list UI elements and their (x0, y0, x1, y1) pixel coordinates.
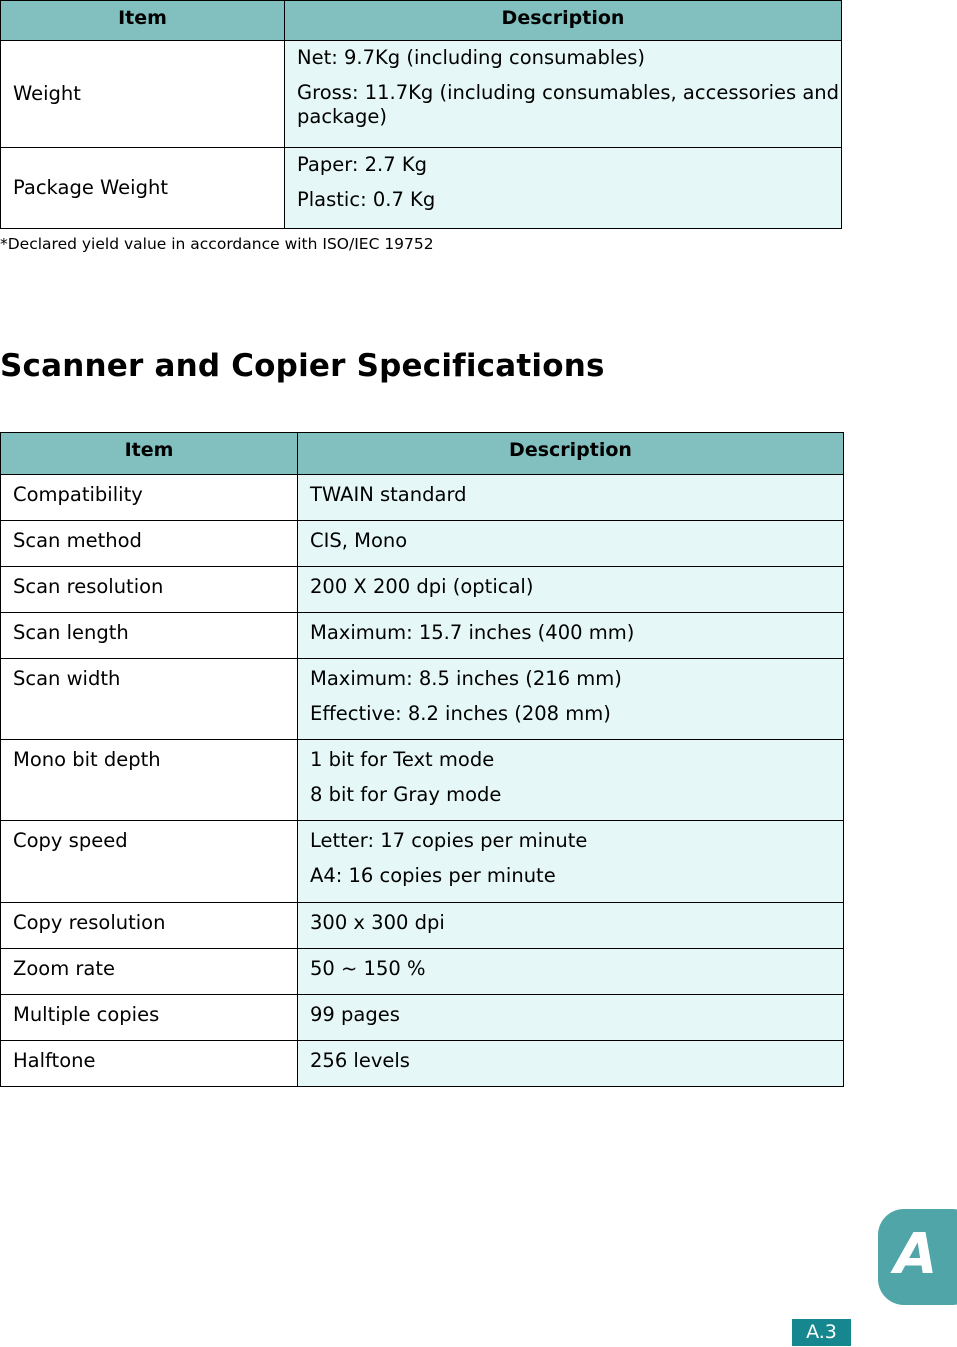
table-header-row (1, 433, 844, 475)
item-column-header: Item (1, 433, 298, 475)
row-description-cell (298, 567, 844, 613)
description-line: 99 pages (310, 1003, 400, 1026)
description-line: Effective: 8.2 inches (208 mm) (310, 702, 611, 725)
row-description-cell (298, 613, 844, 659)
row-description-cell (298, 995, 844, 1041)
row-item-cell: Scan method (1, 521, 298, 567)
description-line: Net: 9.7Kg (including consumables) (297, 46, 646, 69)
item-column-header: Item (1, 1, 285, 41)
row-item-cell: Copy speed (1, 821, 298, 903)
description-line: 1 bit for Text mode (310, 748, 495, 771)
description-line: CIS, Mono (310, 529, 408, 552)
row-description-cell (298, 740, 844, 821)
description-line: Maximum: 15.7 inches (400 mm) (310, 621, 635, 644)
description-line: 200 X 200 dpi (optical) (310, 575, 534, 598)
row-description-cell (298, 521, 844, 567)
table-row (1, 613, 844, 659)
table-row (1, 821, 844, 903)
page-number: A.3 (792, 1319, 851, 1346)
description-line: 300 x 300 dpi (310, 911, 445, 934)
description-line: Gross: 11.7Kg (including consumables, accessories and package) (297, 81, 840, 128)
table-row (1, 567, 844, 613)
appendix-letter: A (894, 1222, 938, 1287)
row-item-cell: Scan resolution (1, 567, 298, 613)
description-line: Paper: 2.7 Kg (297, 153, 428, 176)
table-row (1, 41, 842, 148)
row-description-cell (298, 1041, 844, 1087)
row-description-cell (298, 475, 844, 521)
row-item-cell: Scan length (1, 613, 298, 659)
table-row (1, 659, 844, 740)
row-description-cell (298, 903, 844, 949)
row-item-cell: Package Weight (1, 148, 285, 229)
row-description-cell (298, 659, 844, 740)
appendix-side-tab (878, 1209, 957, 1305)
table-row (1, 995, 844, 1041)
description-column-header: Description (285, 1, 842, 41)
yield-footnote: *Declared yield value in accordance with ISO/IEC 19752 (0, 235, 434, 253)
table-row (1, 903, 844, 949)
description-line: Plastic: 0.7 Kg (297, 188, 436, 211)
row-item-cell: Compatibility (1, 475, 298, 521)
row-description-cell (285, 41, 842, 148)
table-header-row (1, 1, 842, 41)
description-line: Letter: 17 copies per minute (310, 829, 588, 852)
row-item-cell: Scan width (1, 659, 298, 740)
row-description-cell (285, 148, 842, 229)
weight-spec-table (0, 0, 842, 229)
row-item-cell: Mono bit depth (1, 740, 298, 821)
description-line: 8 bit for Gray mode (310, 783, 502, 806)
row-item-cell: Weight (1, 41, 285, 148)
table-row (1, 740, 844, 821)
row-item-cell: Zoom rate (1, 949, 298, 995)
description-line: 256 levels (310, 1049, 410, 1072)
scanner-copier-spec-table (0, 432, 844, 1087)
description-line: TWAIN standard (310, 483, 467, 506)
table-row (1, 148, 842, 229)
description-line: Maximum: 8.5 inches (216 mm) (310, 667, 622, 690)
row-description-cell (298, 821, 844, 903)
row-description-cell (298, 949, 844, 995)
row-item-cell: Multiple copies (1, 995, 298, 1041)
row-item-cell: Copy resolution (1, 903, 298, 949)
description-line: 50 ~ 150 % (310, 957, 426, 980)
table-row (1, 475, 844, 521)
description-column-header: Description (298, 433, 844, 475)
table-row (1, 949, 844, 995)
table-row (1, 1041, 844, 1087)
description-line: A4: 16 copies per minute (310, 864, 556, 887)
row-item-cell: Halftone (1, 1041, 298, 1087)
table-row (1, 521, 844, 567)
section-title: Scanner and Copier Specifications (0, 348, 605, 384)
